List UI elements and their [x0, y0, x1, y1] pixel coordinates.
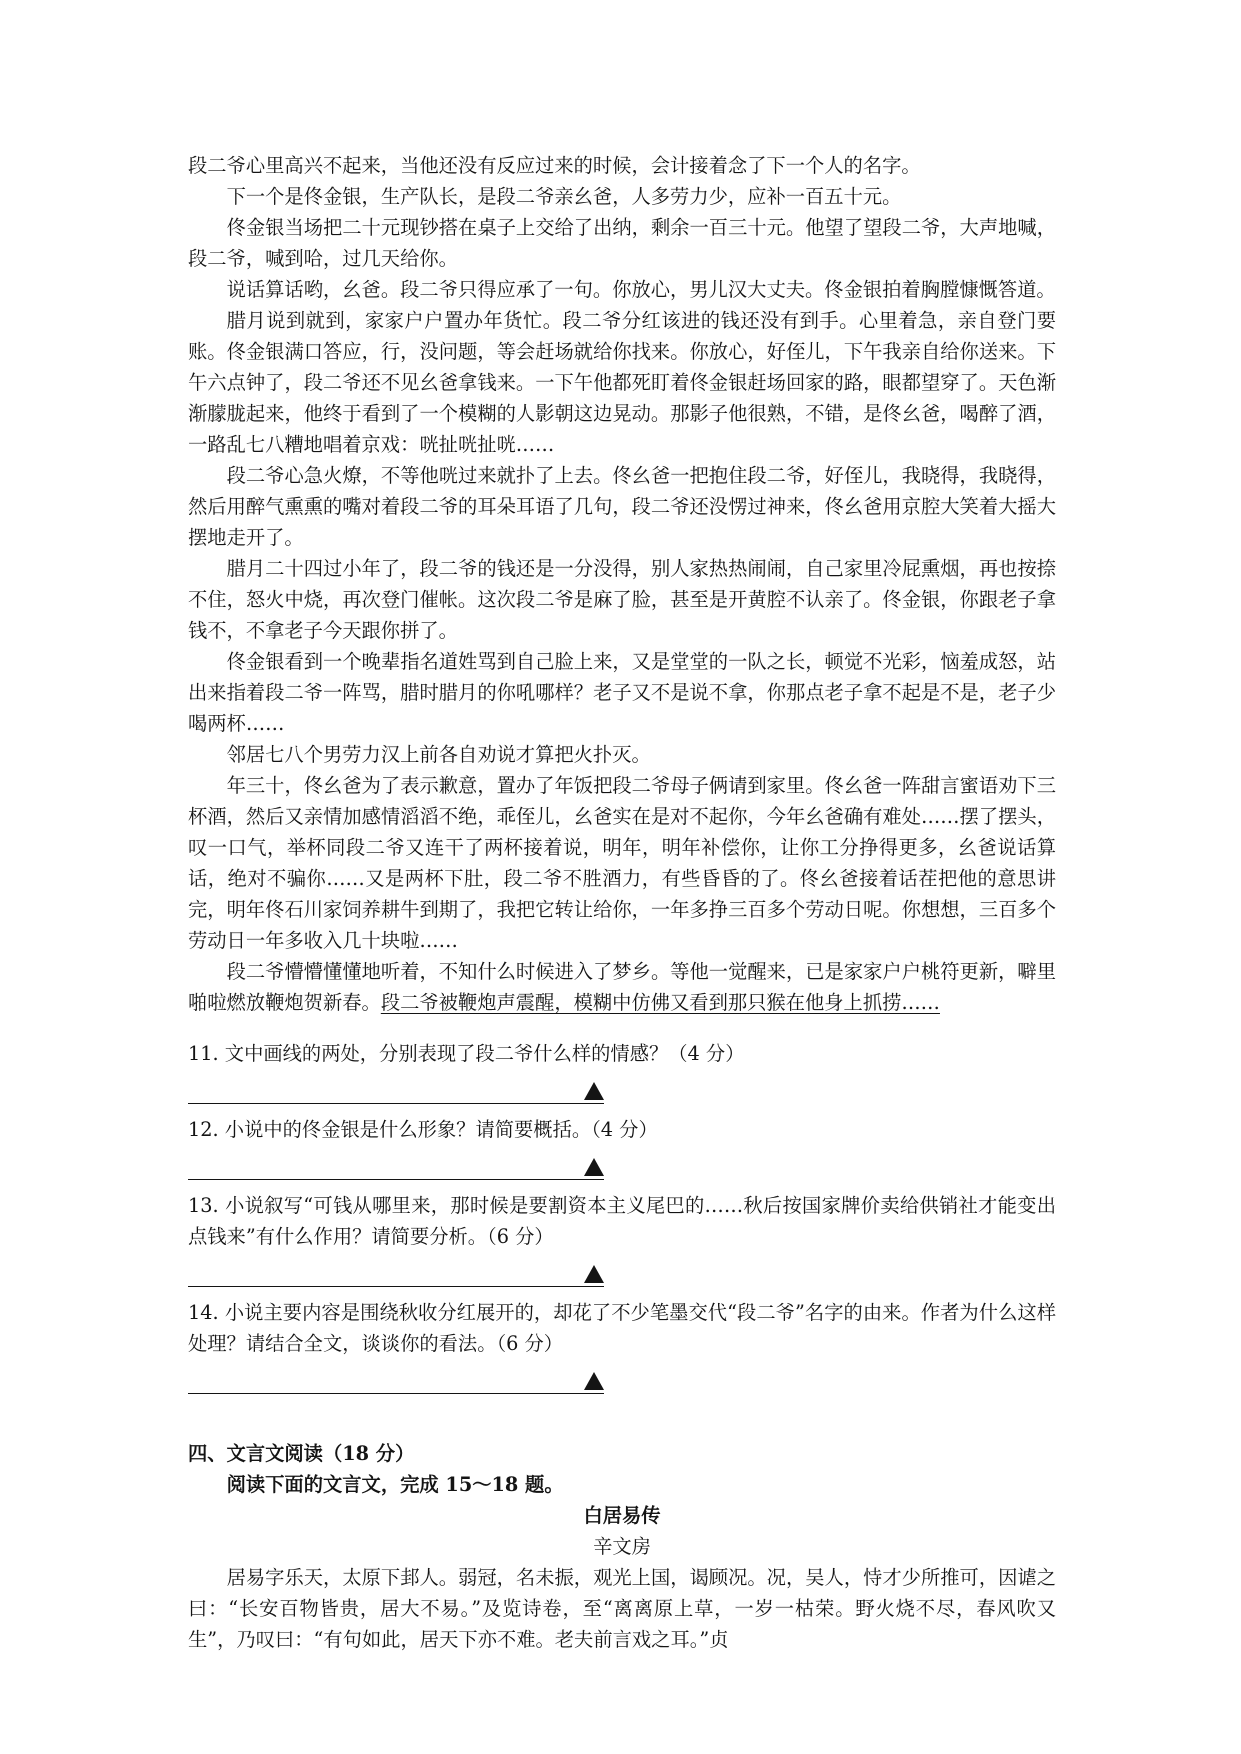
- triangle-icon: [584, 1158, 604, 1176]
- question-text: 14. 小说主要内容是围绕秋收分红展开的，却花了不少笔墨交代“段二爷”名字的由来。作者为什么这样处理？请结合全文，谈谈你的看法。（6 分）: [188, 1301, 1056, 1355]
- last-paragraph-text: 段二爷懵懵懂懂地听着，不知什么时候进入了梦乡。等他一觉醒来，已是家家户户桃符更新，噼里啪啦燃放鞭炮贺新春。: [188, 960, 1056, 1014]
- story-paragraph: 佟金银当场把二十元现钞搭在桌子上交给了出纳，剩余一百三十元。他望了望段二爷，大声地喊，段二爷，喊到哈，过几天给你。: [188, 216, 1056, 270]
- story-paragraph: 腊月说到就到，家家户户置办年货忙。段二爷分红该进的钱还没有到手。心里着急，亲自登门要账。佟金银满口答应，行，没问题，等会赶场就给你找来。你放心，好侄儿，下午我亲自给你送来。下午六点钟了，段二爷还不见幺爸拿钱来。一下午他都死盯着佟金银赶场回家的路，眼都望穿了。天色渐渐朦胧起来，他终于看到了一个模糊的人影朝这边晃动。那影子他很熟，不错，是佟幺爸，喝醉了酒，一路乱七八糟地唱着京戏：咣扯咣扯咣……: [188, 309, 1056, 456]
- story-paragraph: 下一个是佟金银，生产队长，是段二爷亲幺爸，人多劳力少，应补一百五十元。: [226, 185, 902, 208]
- question-text: 13. 小说叙写“可钱从哪里来，那时候是要割资本主义尾巴的……秋后按国家牌价卖给供销社才能变出点钱来”有什么作用？请简要分析。（6 分）: [188, 1194, 1056, 1248]
- answer-line[interactable]: [188, 1252, 604, 1287]
- story-paragraph: 佟金银看到一个晚辈指名道姓骂到自己脸上来，又是堂堂的一队之长，顿觉不光彩，恼羞成怒，站出来指着段二爷一阵骂，腊时腊月的你吼哪样？老子又不是说不拿，你那点老子拿不起是不是，老子少喝两杯……: [188, 650, 1056, 735]
- underlined-sentence: 段二爷被鞭炮声震醒，模糊中仿佛又看到那只猴在他身上抓捞……: [380, 991, 940, 1014]
- answer-line[interactable]: [188, 1359, 604, 1394]
- answer-line[interactable]: [188, 1145, 604, 1180]
- story-paragraph: 腊月二十四过小年了，段二爷的钱还是一分没得，别人家热热闹闹，自己家里冷屁熏烟，再也按捺不住，怒火中烧，再次登门催帐。这次段二爷是麻了脸，甚至是开黄腔不认亲了。佟金银，你跟老子拿钱不，不拿老子今天跟你拼了。: [188, 557, 1056, 642]
- question-text: 12. 小说中的佟金银是什么形象？请简要概括。（4 分）: [188, 1118, 658, 1141]
- question-12: [188, 1114, 1056, 1180]
- question-13: [188, 1190, 1056, 1287]
- story-paragraph: 邻居七八个男劳力汉上前各自劝说才算把火扑灭。: [226, 743, 651, 766]
- story-text: [188, 150, 1056, 1018]
- triangle-icon: [584, 1372, 604, 1390]
- section-instruction: 阅读下面的文言文，完成 15～18 题。: [226, 1473, 564, 1496]
- triangle-icon: [584, 1265, 604, 1283]
- story-paragraph: 段二爷心急火燎，不等他咣过来就扑了上去。佟幺爸一把抱住段二爷，好侄儿，我晓得，我晓得，然后用醉气熏熏的嘴对着段二爷的耳朵耳语了几句，段二爷还没愣过神来，佟幺爸用京腔大笑着大摇大摆地走开了。: [188, 464, 1056, 549]
- triangle-icon: [584, 1082, 604, 1100]
- story-paragraph: 说话算话哟，幺爸。段二爷只得应承了一句。你放心，男儿汉大丈夫。佟金银拍着胸膛慷慨答道。: [226, 278, 1056, 301]
- question-11: [188, 1038, 1056, 1104]
- exam-page: [188, 150, 1056, 1655]
- story-last-paragraph: [188, 956, 1056, 1018]
- story-paragraph: 年三十，佟幺爸为了表示歉意，置办了年饭把段二爷母子俩请到家里。佟幺爸一阵甜言蜜语劝下三杯酒，然后又亲情加感情滔滔不绝，乖侄儿，幺爸实在是对不起你，今年幺爸确有难处……摆了摆头，叹一口气，举杯同段二爷又连干了两杯接着说，明年，明年补偿你，让你工分挣得更多，幺爸说话算话，绝对不骗你……又是两杯下肚，段二爷不胜酒力，有些昏昏的了。佟幺爸接着话茬把他的意思讲完，明年佟石川家饲养耕牛到期了，我把它转让给你，一年多挣三百多个劳动日呢。你想想，三百多个劳动日一年多收入几十块啦……: [188, 774, 1056, 952]
- question-14: [188, 1297, 1056, 1394]
- essay-title: 白居易传: [583, 1504, 661, 1527]
- answer-line[interactable]: [188, 1069, 604, 1104]
- section-title: 四、文言文阅读（18 分）: [188, 1442, 415, 1465]
- essay-author: 辛文房: [593, 1535, 651, 1558]
- question-list: [188, 1038, 1056, 1394]
- essay-paragraph: 居易字乐天，太原下邽人。弱冠，名未振，观光上国，谒顾况。况，吴人，恃才少所推可，因谑之曰：“长安百物皆贵，居大不易。”及览诗卷，至“离离原上草，一岁一枯荣。野火烧不尽，春风吹又生”，乃叹曰：“有句如此，居天下亦不难。老夫前言戏之耳。”贞: [188, 1566, 1056, 1651]
- story-paragraph: 段二爷心里高兴不起来，当他还没有反应过来的时候，会计接着念了下一个人的名字。: [188, 154, 921, 177]
- question-text: 11. 文中画线的两处，分别表现了段二爷什么样的情感？（4 分）: [188, 1042, 745, 1065]
